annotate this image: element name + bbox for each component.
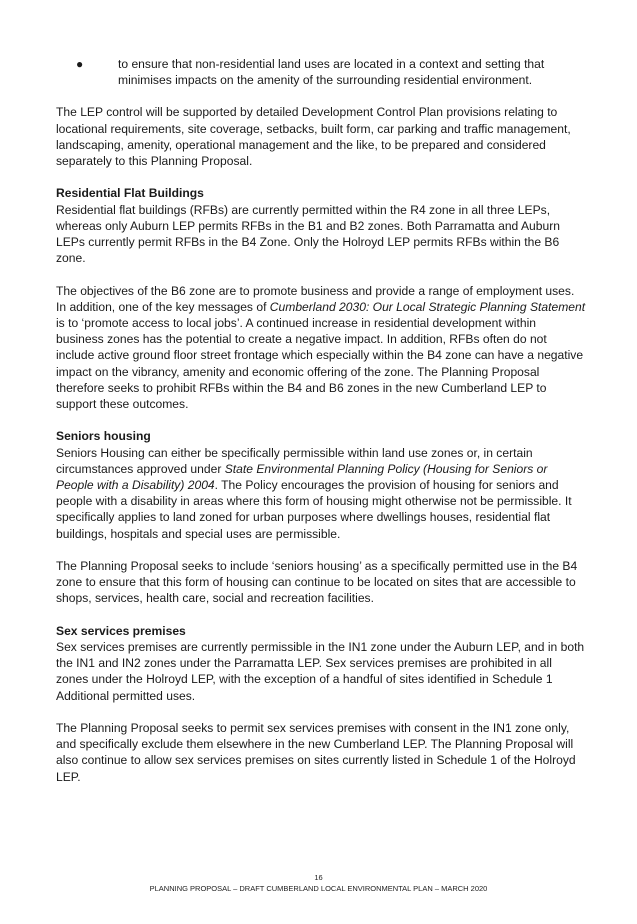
footer-text: PLANNING PROPOSAL – DRAFT CUMBERLAND LOCAL ENVIRONMENTAL PLAN – MARCH 2020 [149,884,488,893]
seniors-paragraph-1 [56,445,586,542]
sex-services-paragraph-1: Sex services premises are currently permissible in the IN1 zone under the Auburn LEP, and in both the IN1 and IN2 zones under the Parramatta LEP. Sex services premises are prohibited in all zones under the Holroyd LEP, with the exception of a handful of sites identified in Schedule 1 Additional permitted uses. [56,640,585,703]
seniors-paragraph-2: The Planning Proposal seeks to include ‘seniors housing’ as a specifically permitted use in the B4 zone to ensure that this form of housing can continue to be located on sites that are accessible to shops, services, health care, social and recreation facilities. [56,559,578,606]
rfb-p2-text-a: The objectives of the B6 zone are to promote business and provide a range of employment uses. In addition, one of the key messages of [56,283,575,314]
bullet-item [56,56,586,88]
sex-services-heading: Sex services premises [56,623,186,638]
sex-services-paragraph-2: The Planning Proposal seeks to permit sex services premises with consent in the IN1 zone only, and specifically exclude them elsewhere in the new Cumberland LEP. The Planning Proposal will also continue to allow sex services premises on sites currently listed in Schedule 1 of the Holroyd LEP. [56,721,576,784]
seniors-heading: Seniors housing [56,429,151,444]
page-body [56,56,586,801]
bullet-text: to ensure that non-residential land uses are located in a context and setting that minimises impacts on the amenity of the surrounding residential environment. [118,57,545,88]
rfb-paragraph-2 [56,283,586,413]
rfb-paragraph-1: Residential flat buildings (RFBs) are currently permitted within the R4 zone in all three LEPs, whereas only Auburn LEP permits RFBs in the B1 and B2 zones. Both Parramatta and Auburn LEPs currently permit RFBs in the B4 Zone. Only the Holroyd LEP permits RFBs within the B6 zone. [56,202,560,266]
seniors-p1-text-b: . The Policy encourages the provision of housing for seniors and people with a disability in areas where this form of housing might otherwise not be permissible. It specifically applies to land zoned for urban purposes where dwellings houses, residential flat buildings, hospitals and special uses are permissible. [56,478,572,541]
rfb-p2-emphasis: Cumberland 2030: Our Local Strategic Planning Statement [269,299,586,314]
rfb-heading: Residential Flat Buildings [56,186,204,201]
lep-control-paragraph: The LEP control will be supported by detailed Development Control Plan provisions relating to locational requirements, site coverage, setbacks, built form, car parking and traffic management, landscaping, amenity, operational management and the like, to be prepared and considered separately to this Planning Proposal. [56,105,571,169]
seniors-p1-text-a: Seniors Housing can either be specifically permissible within land use zones or, in certain circumstances approved under [56,445,533,476]
bullet-dot-icon: ● [76,57,84,71]
rfb-p2-text-b: is to ‘promote access to local jobs’. A continued increase in residential development within business zones has the potential to create a negative impact. In addition, RFBs often do not include active ground floor street frontage which especially within the B4 zone can have a negative impact on the vibrancy, amenity and economic offering of the zone. The Planning Proposal therefore seeks to prohibit RFBs within the B4 and B6 zones in the new Cumberland LEP to support these outcomes. [56,316,584,412]
page-number: 16 [314,873,323,882]
seniors-p1-emphasis: State Environmental Planning Policy (Housing for Seniors or People with a Disability) 2004 [56,461,548,493]
